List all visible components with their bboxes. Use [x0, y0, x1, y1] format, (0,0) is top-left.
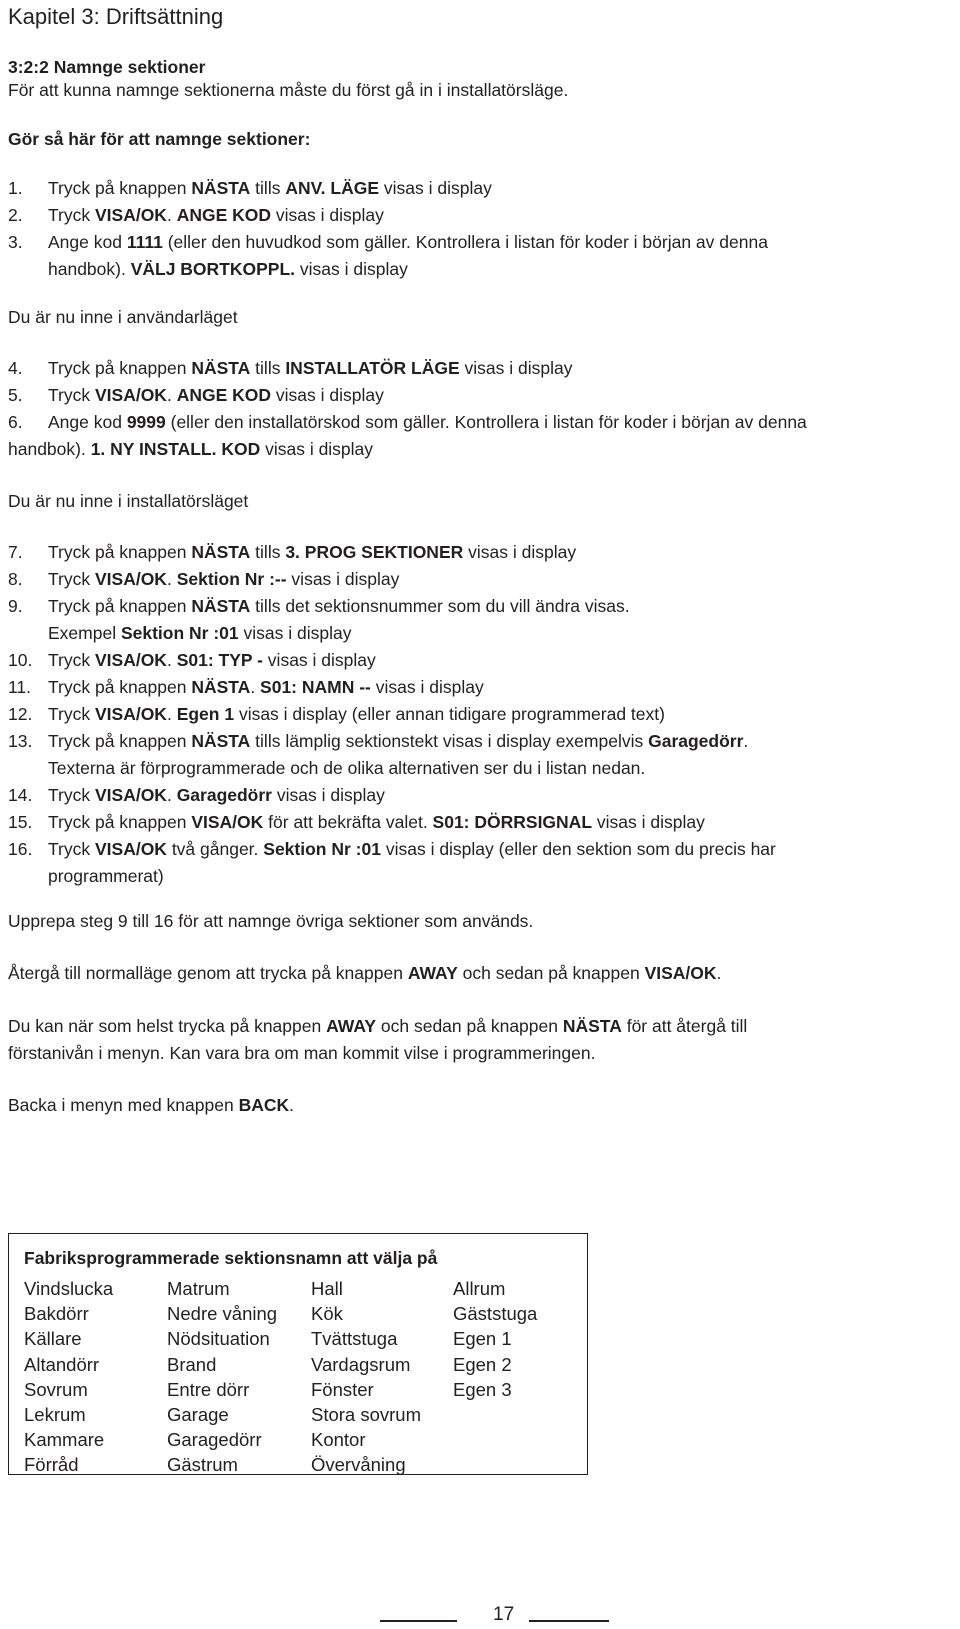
text: visas i display	[459, 358, 573, 378]
text: tills lämplig sektionstekt visas i display exempelvis	[250, 731, 649, 751]
footer-rule-right	[529, 1620, 609, 1622]
bold-text: 9999	[126, 412, 166, 432]
text: .	[743, 731, 749, 751]
step-number: 12.	[8, 704, 33, 724]
repeat-note: Upprepa steg 9 till 16 för att namnge övriga sektioner som används.	[8, 911, 534, 931]
names-column	[453, 1276, 537, 1402]
bold-text: Sektion Nr :01	[263, 839, 381, 859]
section-name-option: Egen 1	[453, 1328, 512, 1350]
steps-list-b	[8, 357, 958, 438]
bold-text: VISA/OK	[94, 650, 167, 670]
step-text	[48, 178, 492, 198]
step-item	[8, 649, 958, 676]
back-note	[8, 1094, 294, 1116]
section-name-option: Vardagsrum	[311, 1353, 411, 1375]
bold-text: NÄSTA	[562, 1016, 622, 1036]
step-text	[48, 412, 807, 432]
step-item	[8, 411, 958, 438]
text: tills	[250, 358, 286, 378]
installer-mode-note: Du är nu inne i installatörsläget	[8, 491, 249, 511]
section-name-option: Källare	[24, 1328, 82, 1350]
text: visas i display	[463, 542, 577, 562]
section-name-option: Allrum	[453, 1278, 506, 1299]
text: (eller den installatörskod som gäller. Kontrollera i listan för koder i början av denna	[165, 412, 807, 432]
step-number: 14.	[8, 785, 33, 805]
text: .	[166, 205, 177, 225]
text: tills	[250, 178, 286, 198]
bold-text: NÄSTA	[191, 731, 251, 751]
steps-list-c	[8, 541, 958, 892]
step-number: 4.	[8, 358, 23, 378]
step-item	[8, 784, 958, 811]
step-text	[48, 385, 384, 405]
section-name-option: Altandörr	[24, 1353, 100, 1375]
bold-text: NÄSTA	[191, 358, 251, 378]
page-number: 17	[493, 1604, 515, 1625]
names-column	[24, 1276, 113, 1478]
text: visas i display	[286, 569, 400, 589]
step-item	[8, 231, 958, 285]
section-names-title: Fabriksprogrammerade sektionsnamn att välja på	[24, 1248, 438, 1268]
text: Du kan när som helst trycka på knappen	[8, 1016, 327, 1036]
step-number: 13.	[8, 731, 33, 751]
step-item	[8, 703, 958, 730]
section-name-option: Kök	[311, 1303, 343, 1325]
step-text	[48, 232, 768, 252]
step-text	[48, 358, 572, 378]
text: Exempel	[48, 623, 121, 643]
section-name-option: Egen 2	[453, 1353, 512, 1375]
text: programmerat)	[48, 866, 164, 886]
section-intro: För att kunna namnge sektionerna måste du först gå in i installatörsläge.	[8, 80, 569, 100]
section-name-option: Hall	[311, 1278, 343, 1299]
text: för att bekräfta valet.	[263, 812, 433, 832]
text: Tryck på knappen	[48, 812, 192, 832]
section-name-option: Bakdörr	[24, 1303, 89, 1325]
text: visas i display	[379, 178, 492, 198]
section-name-option: Nödsituation	[167, 1328, 270, 1350]
bold-text: NÄSTA	[191, 178, 251, 198]
text: Backa i menyn med knappen	[8, 1095, 239, 1115]
text: Tryck på knappen	[48, 542, 192, 562]
text: .	[166, 785, 177, 805]
step-continuation	[48, 757, 645, 779]
step-item	[8, 204, 958, 231]
text: .	[716, 963, 722, 983]
bold-text: VÄLJ BORTKOPPL.	[130, 259, 296, 279]
section-name-option: Kammare	[24, 1429, 105, 1451]
step-text	[48, 704, 665, 724]
text: Tryck	[48, 205, 95, 225]
bold-text: ANGE KOD	[176, 205, 271, 225]
bold-text: VISA/OK	[94, 785, 167, 805]
step-number: 10.	[8, 650, 33, 670]
text: .	[166, 385, 177, 405]
bold-text: Egen 1	[176, 704, 235, 724]
section-name-option: Stora sovrum	[311, 1403, 422, 1425]
text: .	[289, 1095, 294, 1115]
bold-text: Sektion Nr :--	[176, 569, 287, 589]
step-number: 9.	[8, 596, 23, 616]
text: Ange kod	[48, 232, 127, 252]
section-name-option: Gäststuga	[453, 1303, 538, 1325]
section-name-option: Fönster	[311, 1378, 374, 1400]
bold-text: ANV. LÄGE	[285, 178, 379, 198]
text: och sedan på knappen	[376, 1016, 563, 1036]
bold-text: VISA/OK	[191, 812, 264, 832]
step-text	[48, 785, 385, 805]
bold-text: NÄSTA	[191, 596, 251, 616]
text: visas i display	[260, 439, 374, 459]
user-mode-note: Du är nu inne i användarläget	[8, 307, 238, 327]
section-name-option: Brand	[167, 1353, 217, 1375]
section-names-box	[8, 1233, 588, 1475]
step-item	[8, 177, 958, 204]
text: handbok).	[8, 439, 91, 459]
names-column	[311, 1276, 421, 1478]
bold-text: VISA/OK	[644, 963, 717, 983]
step-item	[8, 384, 958, 411]
step-item	[8, 811, 958, 838]
step-item	[8, 838, 958, 892]
bold-text: INSTALLATÖR LÄGE	[285, 358, 460, 378]
step-item	[8, 541, 958, 568]
step-text	[48, 596, 630, 616]
section-name-option: Övervåning	[311, 1454, 406, 1476]
section-name-option: Förråd	[24, 1454, 79, 1476]
step-number: 2.	[8, 205, 23, 225]
step-item	[8, 595, 958, 649]
text: för att återgå till	[621, 1016, 748, 1036]
text: Tryck på knappen	[48, 677, 192, 697]
text: Tryck	[48, 569, 95, 589]
step-continuation	[48, 622, 351, 644]
step-text	[48, 812, 705, 832]
steps-list-a	[8, 177, 958, 285]
step-number: 11.	[8, 677, 32, 697]
text: Tryck	[48, 785, 95, 805]
bold-text: S01: DÖRRSIGNAL	[432, 812, 593, 832]
bold-text: VISA/OK	[94, 385, 167, 405]
step-text	[48, 839, 776, 859]
text: Ange kod	[48, 412, 127, 432]
section-name-option: Sovrum	[24, 1378, 88, 1400]
step-text	[48, 650, 376, 670]
section-name-option: Garagedörr	[167, 1429, 262, 1451]
chapter-title: Kapitel 3: Driftsättning	[8, 4, 224, 29]
bold-text: VISA/OK	[94, 704, 167, 724]
text: Tryck	[48, 704, 95, 724]
section-heading: 3:2:2 Namnge sektioner	[8, 57, 206, 77]
bold-text: AWAY	[326, 1016, 377, 1036]
text: visas i display	[370, 677, 484, 697]
text: och sedan på knappen	[457, 963, 645, 983]
step-item	[8, 730, 958, 784]
text: visas i display	[295, 259, 408, 279]
text: tills det sektionsnummer som du vill ändra visas.	[250, 596, 630, 616]
bold-text: BACK	[238, 1095, 290, 1115]
text: handbok).	[48, 259, 131, 279]
step-text	[48, 677, 484, 697]
step-continuation	[48, 258, 408, 280]
bold-text: S01: TYP -	[176, 650, 263, 670]
text: Tryck på knappen	[48, 596, 192, 616]
step-item	[8, 676, 958, 703]
section-name-option: Gästrum	[167, 1454, 238, 1476]
bold-text: Garagedörr	[648, 731, 744, 751]
section-name-option: Nedre våning	[167, 1303, 278, 1325]
footer-rule-left	[380, 1620, 457, 1622]
section-name-option: Garage	[167, 1403, 229, 1425]
section-name-option: Entre dörr	[167, 1378, 250, 1400]
bold-text: Sektion Nr :01	[120, 623, 239, 643]
step-number: 15.	[8, 812, 33, 832]
step-text	[48, 569, 399, 589]
bold-text: VISA/OK	[94, 839, 167, 859]
text: visas i display (eller annan tidigare programmerad text)	[234, 704, 665, 724]
section-name-option: Matrum	[167, 1278, 230, 1299]
anytime-note-line-1	[8, 1015, 747, 1037]
howto-heading: Gör så här för att namnge sektioner:	[8, 129, 311, 149]
bold-text: NÄSTA	[191, 542, 251, 562]
step-number: 7.	[8, 542, 23, 562]
step-text	[48, 542, 576, 562]
step-number: 1.	[8, 178, 23, 198]
bold-text: 1. NY INSTALL. KOD	[90, 439, 261, 459]
text: två gånger.	[166, 839, 264, 859]
section-name-option: Kontor	[311, 1429, 366, 1451]
bold-text: NÄSTA	[191, 677, 251, 697]
anytime-note-line-2: förstanivån i menyn. Kan vara bra om man kommit vilse i programmeringen.	[8, 1043, 596, 1063]
text: Tryck	[48, 385, 95, 405]
text: visas i display	[271, 205, 384, 225]
text: Tryck på knappen	[48, 731, 192, 751]
text: visas i display (eller den sektion som du precis har	[380, 839, 776, 859]
text: (eller den huvudkod som gäller. Kontrollera i listan för koder i början av denna	[162, 232, 768, 252]
text: visas i display	[271, 385, 384, 405]
step-number: 8.	[8, 569, 23, 589]
text: .	[166, 650, 177, 670]
step-item	[8, 568, 958, 595]
text: Texterna är förprogrammerade och de olika alternativen ser du i listan nedan.	[48, 758, 646, 778]
step-number: 16.	[8, 839, 33, 859]
step-continuation	[48, 865, 164, 887]
bold-text: AWAY	[407, 963, 458, 983]
text: Tryck på knappen	[48, 178, 192, 198]
section-name-option: Egen 3	[453, 1378, 512, 1400]
bold-text: ANGE KOD	[176, 385, 271, 405]
bold-text: VISA/OK	[94, 569, 167, 589]
bold-text: 1111	[126, 232, 163, 252]
step-text	[48, 205, 384, 225]
section-name-option: Vindslucka	[24, 1278, 114, 1299]
text: visas i display	[272, 785, 385, 805]
bold-text: S01: NAMN --	[260, 677, 371, 697]
text: visas i display	[262, 650, 376, 670]
text: Tryck	[48, 650, 95, 670]
bold-text: 3. PROG SEKTIONER	[285, 542, 464, 562]
step-number: 6.	[8, 412, 23, 432]
text: Tryck	[48, 839, 95, 859]
text: Tryck på knappen	[48, 358, 192, 378]
text: visas i display	[592, 812, 705, 832]
bold-text: Garagedörr	[176, 785, 272, 805]
names-column	[167, 1276, 277, 1478]
step-number: 3.	[8, 232, 23, 252]
text: .	[166, 704, 177, 724]
section-name-option: Lekrum	[24, 1403, 86, 1425]
text: .	[250, 677, 261, 697]
step-number: 5.	[8, 385, 23, 405]
section-name-option: Tvättstuga	[311, 1328, 398, 1350]
return-normal-note	[8, 962, 721, 984]
bold-text: VISA/OK	[94, 205, 167, 225]
text: tills	[250, 542, 286, 562]
step-6-continuation	[8, 438, 373, 460]
step-item	[8, 357, 958, 384]
step-text	[48, 731, 748, 751]
text: .	[166, 569, 177, 589]
text: visas i display	[238, 623, 352, 643]
text: Återgå till normalläge genom att trycka på knappen	[8, 963, 408, 983]
